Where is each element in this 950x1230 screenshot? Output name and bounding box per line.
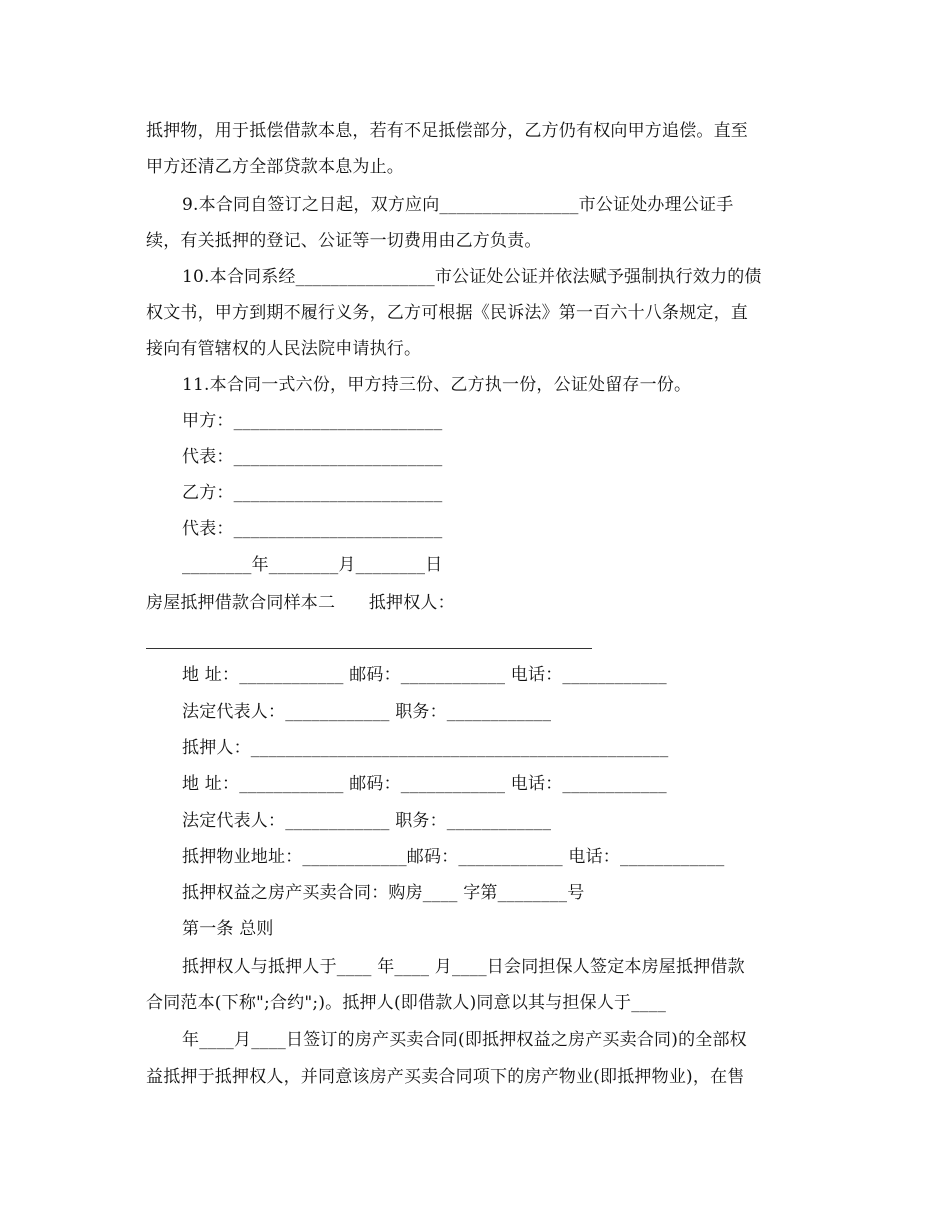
- clause-10-line-3: 接向有管辖权的人民法院申请执行。: [146, 339, 422, 359]
- mortgagor-legal-rep-line: 法定代表人：____________ 职务：____________: [182, 811, 552, 831]
- clause-9-line-1: 9.本合同自签订之日起，双方应向________________市公证处办理公证手: [182, 195, 734, 215]
- article-one-heading: 第一条 总则: [182, 919, 274, 939]
- property-address-line: 抵押物业地址：____________邮码：____________ 电话：____________: [182, 847, 725, 867]
- party-b-representative-line: 代表：________________________: [182, 519, 443, 539]
- clause-11-line: 11.本合同一式六份，甲方持三份、乙方执一份，公证处留存一份。: [182, 375, 692, 395]
- party-b-line: 乙方：________________________: [182, 483, 443, 503]
- purchase-contract-line: 抵押权益之房产买卖合同：购房____ 字第________号: [182, 883, 585, 903]
- clause-10-line-2: 权文书，甲方到期不履行义务，乙方可根据《民诉法》第一百六十八条规定，直: [146, 303, 748, 323]
- mortgagor-address-line: 地 址：____________ 邮码：____________ 电话：____________: [182, 774, 667, 794]
- sample-two-title: 房屋抵押借款合同样本二 抵押权人：: [146, 593, 455, 613]
- article-one-line-3: 年____月____日签订的房产买卖合同(即抵押权益之房产买卖合同)的全部权: [182, 1030, 747, 1050]
- clause-9-line-2: 续，有关抵押的登记、公证等一切费用由乙方负责。: [146, 231, 542, 251]
- article-one-line-2: 合同范本(下称";合约";)。抵押人(即借款人)同意以其与担保人于____: [146, 993, 667, 1013]
- mortgagee-address-line: 地 址：____________ 邮码：____________ 电话：____________: [182, 665, 667, 685]
- mortgagee-legal-rep-line: 法定代表人：____________ 职务：____________: [182, 702, 552, 722]
- mortgagor-line: 抵押人：________________________________________________: [182, 738, 669, 758]
- article-one-line-1: 抵押权人与抵押人于____ 年____ 月____日会同担保人签定本房屋抵押借款: [182, 957, 745, 977]
- clause-10-line-1: 10.本合同系经________________市公证处公证并依法赋予强制执行效力的债: [182, 267, 762, 287]
- mortgagee-underline: [146, 648, 592, 649]
- paragraph-line-1: 抵押物，用于抵偿借款本息，若有不足抵偿部分，乙方仍有权向甲方追偿。直至: [146, 121, 748, 141]
- party-a-line: 甲方：________________________: [182, 411, 443, 431]
- party-a-representative-line: 代表：________________________: [182, 447, 443, 467]
- article-one-line-4: 益抵押于抵押权人，并同意该房产买卖合同项下的房产物业(即抵押物业)，在售: [146, 1067, 745, 1087]
- paragraph-line-2: 甲方还清乙方全部贷款本息为止。: [146, 157, 404, 177]
- date-line: ________年________月________日: [182, 555, 443, 575]
